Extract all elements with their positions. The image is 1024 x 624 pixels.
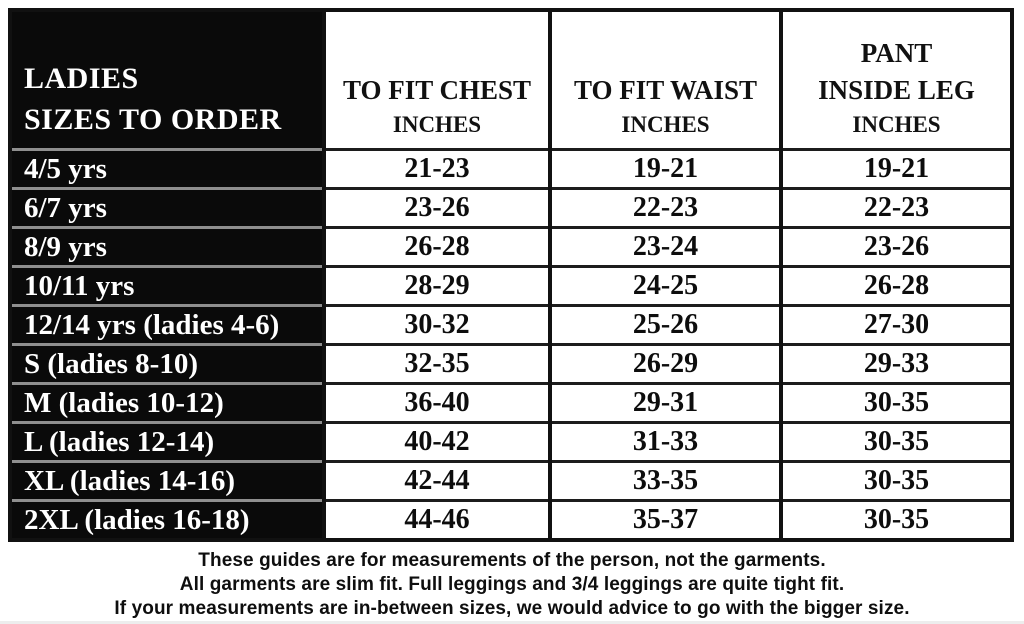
table-row [10,228,1012,267]
chest-cell: 21-23 [324,150,550,189]
chest-column-header [324,10,550,150]
chest-cell: 30-32 [324,306,550,345]
leg-cell: 30-35 [781,423,1012,462]
note-line-1: These guides are for measurements of the person, not the garments. [198,550,826,571]
chest-cell: 28-29 [324,267,550,306]
measurement-notes [0,549,1024,621]
leg-cell: 23-26 [781,228,1012,267]
leg-column-header [781,10,1012,150]
leg-cell: 19-21 [781,150,1012,189]
leg-cell: 30-35 [781,384,1012,423]
waist-cell: 24-25 [550,267,781,306]
table-row [10,267,1012,306]
leg-cell: 26-28 [781,267,1012,306]
table-row [10,150,1012,189]
size-cell: 2XL (ladies 16-18) [10,501,324,541]
waist-column-header [550,10,781,150]
leg-header-line1: PANT [860,38,933,68]
size-column-header [10,10,324,150]
leg-cell: 30-35 [781,462,1012,501]
size-header-line2: SIZES TO ORDER [24,103,282,136]
waist-cell: 22-23 [550,189,781,228]
waist-cell: 25-26 [550,306,781,345]
chest-header-line2: INCHES [392,112,482,137]
table-row [10,423,1012,462]
leg-cell: 22-23 [781,189,1012,228]
leg-header-line3: INCHES [852,112,941,137]
chest-cell: 40-42 [324,423,550,462]
note-line-3: If your measurements are in-between sizes, we would advice to go with the bigger size. [114,598,910,619]
waist-header-line2: INCHES [621,112,710,137]
table-row [10,501,1012,541]
waist-header-line1: TO FIT WAIST [573,75,758,105]
waist-cell: 19-21 [550,150,781,189]
waist-cell: 33-35 [550,462,781,501]
leg-header-line2: INSIDE LEG [818,75,975,105]
note-line-2: All garments are slim fit. Full leggings and 3/4 leggings are quite tight fit. [179,574,845,595]
size-cell: L (ladies 12-14) [10,423,324,462]
table-row [10,384,1012,423]
chest-cell: 32-35 [324,345,550,384]
size-cell: 12/14 yrs (ladies 4-6) [10,306,324,345]
chest-cell: 26-28 [324,228,550,267]
leg-cell: 29-33 [781,345,1012,384]
size-cell: 10/11 yrs [10,267,324,306]
chest-cell: 36-40 [324,384,550,423]
table-row [10,462,1012,501]
size-header-line1: LADIES [24,62,139,95]
size-cell: M (ladies 10-12) [10,384,324,423]
size-cell: 4/5 yrs [10,150,324,189]
size-cell: S (ladies 8-10) [10,345,324,384]
waist-cell: 35-37 [550,501,781,541]
table-row [10,345,1012,384]
waist-cell: 29-31 [550,384,781,423]
size-cell: 6/7 yrs [10,189,324,228]
chest-cell: 44-46 [324,501,550,541]
chest-cell: 42-44 [324,462,550,501]
chest-header-line1: TO FIT CHEST [342,75,532,105]
waist-cell: 23-24 [550,228,781,267]
waist-cell: 26-29 [550,345,781,384]
ladies-size-chart-table [8,8,1014,542]
size-cell: XL (ladies 14-16) [10,462,324,501]
waist-cell: 31-33 [550,423,781,462]
size-cell: 8/9 yrs [10,228,324,267]
header-row [10,10,1012,150]
leg-cell: 27-30 [781,306,1012,345]
table-row [10,306,1012,345]
table-row [10,189,1012,228]
chest-cell: 23-26 [324,189,550,228]
leg-cell: 30-35 [781,501,1012,541]
